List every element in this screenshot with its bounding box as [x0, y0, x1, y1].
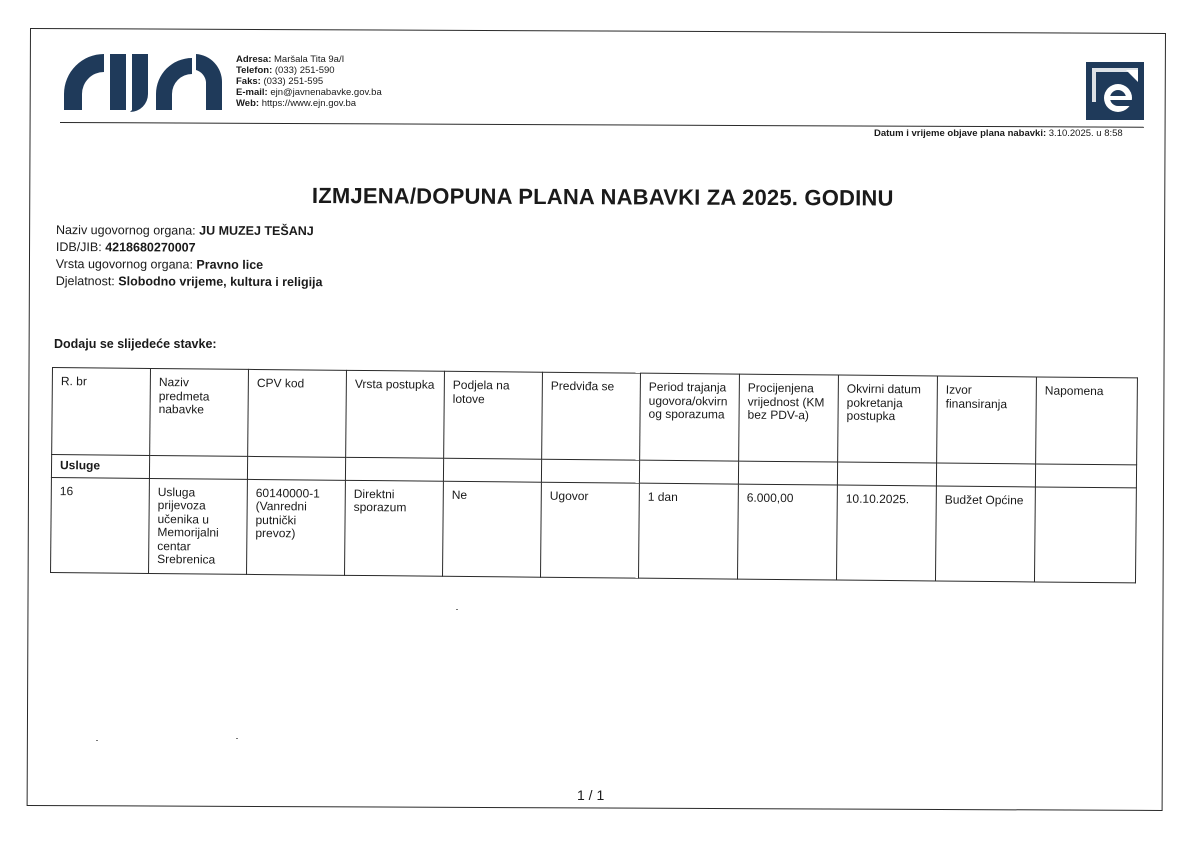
section-title: Dodaju se slijedeće stavke:	[54, 337, 217, 351]
org-activity-line: Djelatnost: Slobodno vrijeme, kultura i religija	[55, 273, 323, 290]
contact-line: E-mail: ejn@javnenabavke.gov.ba	[236, 87, 382, 98]
table-cell: 16	[51, 477, 150, 573]
contact-line: Adresa: Maršala Tita 9a/I	[236, 54, 345, 65]
table-header-cell: R. br	[52, 368, 151, 456]
table-header-cell: CPV kod	[248, 369, 347, 457]
table-cell: 10.10.2025.	[836, 485, 936, 581]
org-id-line: IDB/JIB: 4218680270007	[55, 239, 196, 255]
table-header-row	[52, 368, 1138, 465]
table-header-cell: Napomena	[1036, 377, 1138, 465]
table-header-cell: Podjela na lotove	[444, 371, 543, 459]
table-cell: 60140000-1 (Vanredni putnički prevoz)	[247, 479, 346, 575]
table-header-cell: Izvor finansiranja	[937, 376, 1037, 464]
table-header-cell: Naziv predmeta nabavke	[150, 368, 249, 456]
page-title: IZMJENA/DOPUNA PLANA NABAVKI ZA 2025. GODINU	[311, 183, 894, 211]
contact-line: Faks: (033) 251-595	[236, 76, 324, 87]
scan-speck	[96, 740, 98, 741]
table-cell: Ugovor	[541, 482, 640, 578]
table-cell	[1034, 486, 1136, 582]
table-cell: Direktni sporazum	[345, 480, 444, 576]
contact-line: Web: https://www.ejn.gov.ba	[236, 98, 357, 109]
table-header-cell: Okvirni datum pokretanja postupka	[838, 375, 938, 463]
group-label: Usluge	[51, 455, 149, 478]
org-name-line: Naziv ugovornog organa: JU MUZEJ TEŠANJ	[55, 222, 314, 239]
contact-block	[236, 54, 382, 109]
procurement-table	[50, 367, 1138, 583]
table-cell: 1 dan	[639, 483, 739, 579]
table-cell: 6.000,00	[738, 484, 838, 580]
ejn-logo	[60, 50, 225, 112]
publish-datetime: Datum i vrijeme objave plana nabavki: 3.10.2025. u 8:58	[874, 128, 1123, 139]
page-number: 1 / 1	[577, 787, 605, 803]
scan-speck	[236, 738, 238, 739]
table-cell: Ne	[443, 481, 542, 577]
contact-line: Telefon: (033) 251-590	[236, 65, 335, 76]
table-cell: Usluga prijevoza učenika u Memorijalni centar Srebrenica	[149, 478, 248, 574]
org-type-line: Vrsta ugovornog organa: Pravno lice	[55, 256, 264, 272]
table-header-cell: Period trajanja ugovora/okvirnog sporazuma	[640, 373, 740, 461]
table-header-cell: Vrsta postupka	[346, 370, 445, 458]
ejn-square-logo	[1086, 62, 1144, 120]
table-cell: Budžet Općine	[935, 485, 1035, 581]
table-header-cell: Procijenjena vrijednost (KM bez PDV-a)	[739, 374, 839, 462]
table-row	[51, 477, 1137, 582]
scan-speck	[456, 609, 458, 610]
table-header-cell: Predviđa se	[542, 372, 641, 460]
organization-info	[56, 222, 323, 291]
